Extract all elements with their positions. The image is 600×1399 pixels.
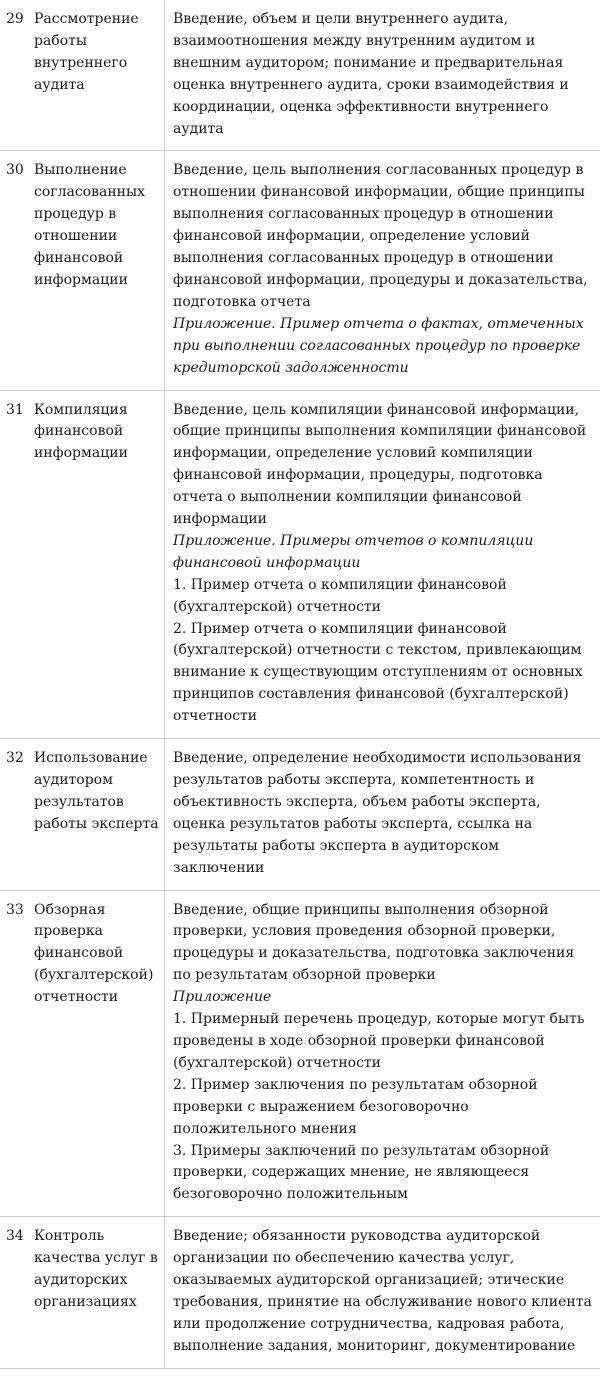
description-text: Введение, определение необходимости использования результатов работы эксперта, компетентность и объективность эксперта, объем работы эксперта, оценка результатов работы эксперта, ссылка на результаты работы эксперта в аудиторском заключении [173, 750, 582, 876]
standard-title: Выполнение согласованных процедур в отношении финансовой информации [28, 151, 165, 390]
standard-description [165, 739, 600, 890]
description-text: Введение; обязанности руководства аудиторской организации по обеспечению качества услуг, оказываемых аудиторской организацией; этические требования, принятие на обслуживание нового клиента или продолжение сотрудничества, кадровая работа, выполнение задания, мониторинг, документирование [173, 1228, 592, 1354]
row-number: 34 [0, 1217, 28, 1368]
description-text: Введение, цель компиляции финансовой информации, общие принципы выполнения компиляции финансовой информации, определение условий компиляции финансовой информации, процедуры, подготовка отчета о выполнении компиляции финансовой информации [173, 401, 587, 528]
appendix-item: 1. Пример отчета о компиляции финансовой (бухгалтерской) отчетности [173, 576, 507, 615]
standard-title: Рассмотрение работы внутреннего аудита [28, 0, 165, 151]
standard-description [165, 890, 600, 1217]
standard-description [165, 1217, 600, 1368]
appendix-item: 3. Примеры заключений по результатам обзорной проверки, содержащих мнение, не являющееся безоговорочно положительным [173, 1142, 550, 1203]
table-row-34 [0, 1217, 600, 1368]
standard-title: Использование аудитором результатов работы эксперта [28, 739, 165, 890]
appendix-title: Приложение. Пример отчета о фактах, отмеченных при выполнении согласованных процедур по проверке кредиторской задолженности [173, 315, 584, 376]
description-text: Введение, общие принципы выполнения обзорной проверки, условия проведения обзорной проверки, процедуры и доказательства, подготовка заключения по результатам обзорной проверки [173, 901, 575, 984]
standard-title: Контроль качества услуг в аудиторских организациях [28, 1217, 165, 1368]
appendix-item: 2. Пример отчета о компиляции финансовой (бухгалтерской) отчетности с текстом, привлекающим внимание к существующим отступлениям от основных принципов составления финансовой (бухгалтерской) отчетности [173, 620, 583, 725]
description-text: Введение, цель выполнения согласованных процедур в отношении финансовой информации, общие принципы выполнения согласованных процедур в отношении финансовой информации, определение условий выполнения согласованных процедур в отношении финансовой информации, процедуры и доказательства, подготовка отчета [173, 162, 588, 310]
row-number: 29 [0, 0, 28, 151]
row-number: 31 [0, 390, 28, 739]
appendix-title: Приложение [173, 989, 272, 1006]
standard-title: Обзорная проверка финансовой (бухгалтерской) отчетности [28, 890, 165, 1217]
standard-description [165, 390, 600, 739]
description-text: Введение, объем и цели внутреннего аудита, взаимоотношения между внутренним аудитом и внешним аудитором; понимание и предварительная оценка внутреннего аудита, сроки взаимодействия и координации, оценка эффективности внутреннего аудита [173, 11, 569, 137]
standard-title: Компиляция финансовой информации [28, 390, 165, 739]
row-number: 30 [0, 151, 28, 390]
standard-description [165, 151, 600, 390]
table-row-33 [0, 890, 600, 1217]
table-row-29 [0, 0, 600, 151]
table-row-32 [0, 739, 600, 890]
standard-description [165, 0, 600, 151]
appendix-item: 2. Пример заключения по результатам обзорной проверки с выражением безоговорочно положительного мнения [173, 1076, 538, 1137]
appendix-item: 1. Примерный перечень процедур, которые могут быть проведены в ходе обзорной проверки финансовой (бухгалтерской) отчетности [173, 1011, 585, 1071]
appendix-title: Приложение. Примеры отчетов о компиляции финансовой информации [173, 532, 534, 571]
row-number: 33 [0, 890, 28, 1217]
table-row-30 [0, 151, 600, 390]
table-row-31 [0, 390, 600, 739]
row-number: 32 [0, 739, 28, 890]
